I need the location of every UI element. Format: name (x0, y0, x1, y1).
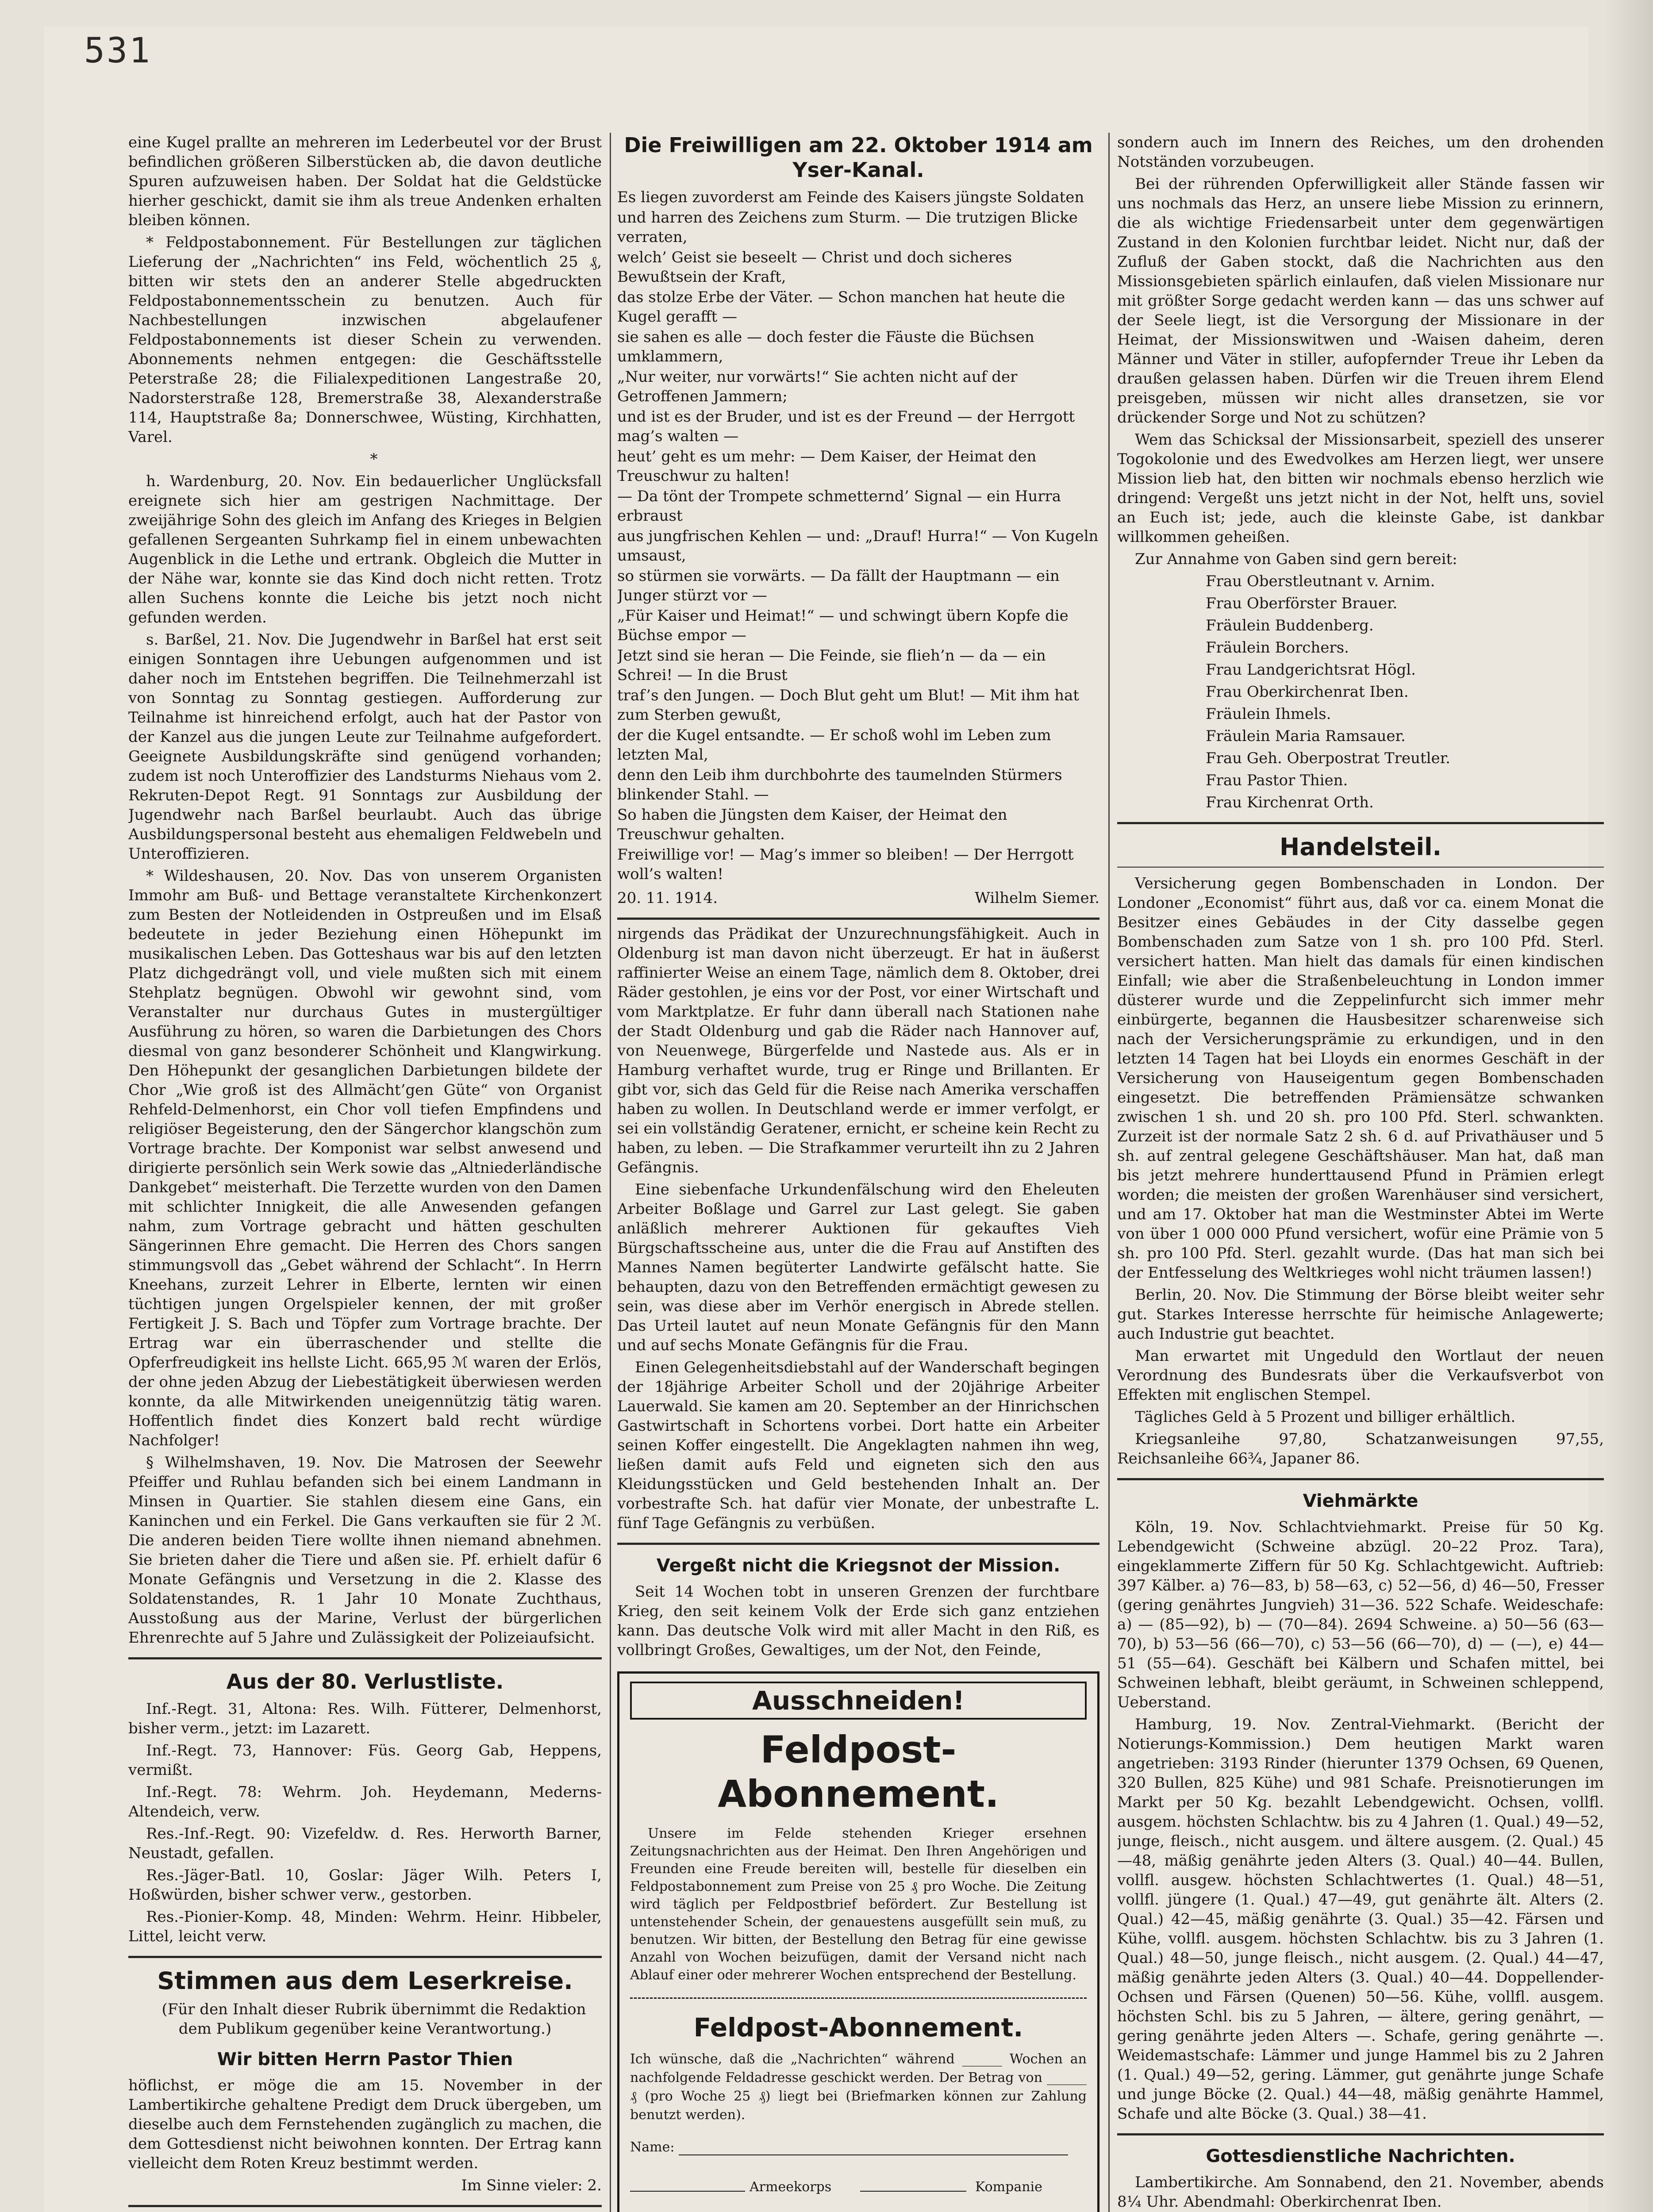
poem-line: aus jungfrischen Kehlen — und: „Drauf! Hurra!“ — Von Kugeln umsaust, (617, 527, 1099, 565)
article-court-3: Eine siebenfache Urkundenfälschung wird den Eheleuten Arbeiter Boßlage und Garrel zur Last gelegt. Sie gaben anläßlich mehrerer Auktionen für gekauftes Vieh Bürgschaftsscheine aus, unter die die Frau auf Anstiften des Mannes Namen begüterter Landwirte gefälscht hatte. Sie behaupten, dazu von den Betreffenden ermächtigt gewesen zu sein, was diese aber im Verhör energisch in Abrede stellen. Das Urteil lautet auf neun Monate Gefängnis für den Mann und auf sechs Monate Gefängnis für die Frau. (617, 1181, 1099, 1354)
article-feldpost: * Feldpostabonnement. Für Bestellungen zur täglichen Lieferung der „Nachrichten“ ins Feld, wöchentlich 25 ₰, bitten wir stets den an anderer Stelle abgedruckten Feldpostabonnementsschein zu benutzen. Auch für Nachbestellungen inzwischen abgelaufener Feldpostabonnements ist dieser Schein zu verwenden. Abonnements nehmen entgegen: die Geschäftsstelle Peterstraße 28; die Filialexpeditionen Langestraße 20, Nadorsterstraße 128, Bremerstraße 38, Alexanderstraße 114, Hauptstraße 8a; Donnerschwee, Wüsting, Kirchhatten, Varel. (128, 234, 602, 446)
donor-intro: Zur Annahme von Gaben sind gern bereit: (1135, 550, 1457, 568)
section-rule (1117, 822, 1604, 824)
heading-leserkreise: Stimmen aus dem Leserkreise. (157, 1967, 573, 1995)
article-wilhelmshaven: § Wilhelmshaven, 19. Nov. Die Matrosen der Seewehr Pfeiffer und Ruhlau befanden sich bei einem Landmann in Minsen in Quartier. Sie stahlen diesem eine Gans, ein Kaninchen und ein Ferkel. Die Gans verkauften sie für 2 ℳ. Die anderen beiden Tiere wollte ihnen niemand abnehmen. Sie brieten daher die Tiere und aßen sie. Pf. erhielt dafür 6 Monate Gefängnis und Versetzung in die 2. Klasse des Soldatenstandes, R. 1 Jahr 10 Monate Zuchthaus, Ausstoßung aus der Marine, Verlust der bürgerlichen Ehrenrechte auf 5 Jahre und Zulässigkeit der Polizeiaufsicht. (128, 1454, 602, 1647)
article-geld: Tägliches Geld à 5 Prozent und billiger erhältlich. (1135, 1408, 1516, 1426)
poem-signature (617, 888, 1099, 908)
column-1 (128, 133, 602, 2212)
column-rule-1 (610, 133, 611, 2212)
kompanie-field[interactable] (860, 2191, 966, 2192)
column-2 (617, 133, 1099, 2212)
loss-entry: Res.-Pionier-Komp. 48, Minden: Wehrm. Heinr. Hibbeler, Littel, leicht verw. (128, 1908, 602, 1945)
poem-line: „Für Kaiser und Heimat!“ — und schwingt übern Kopfe die Büchse empor — (617, 607, 1069, 644)
donor-item: Frau Pastor Thien. (1206, 772, 1348, 789)
article-barssel: s. Barßel, 21. Nov. Die Jugendwehr in Barßel hat erst seit einigen Sonntagen ihre Uebungen aufgenommen und ist daher noch im Entstehen begriffen. Die Teilnehmerzahl ist von Sonntag zu Sonntag gestiegen. Aufforderung zur Teilnahme ist hinreichend erfolgt, auch hat der Pastor von der Kanzel aus die jungen Leute zur Teilnahme aufgefordert. Geeignete Ausbildungskräfte sind genügend vorhanden; zudem ist noch Unteroffizier des Landsturms Niehaus vom 2. Rekruten-Depot Regt. 91 Sonntags zur Ausbildung der Jugendwehr nach Barßel beurlaubt. Auch das übrige Ausbildungspersonal besteht aus ehemaligen Feldwebeln und Unteroffizieren. (128, 631, 602, 863)
poem-line: sie sahen es alle — doch fester die Fäuste die Büchsen umklammern, (617, 328, 1034, 365)
donor-list (1117, 572, 1604, 812)
loss-entry: Res.-Jäger-Batl. 10, Goslar: Jäger Wilh. Peters I, Hoßwürden, bisher schwer verw., gestorben. (128, 1866, 602, 1904)
poem (617, 188, 1099, 884)
church-notice: Lambertikirche. Am Sonnabend, den 21. November, abends 8¼ Uhr. Abendmahl: Oberkirchenrat Iben. (1117, 2174, 1604, 2211)
poem-date: 20. 11. 1914. (617, 889, 718, 907)
loss-entry: Inf.-Regt. 73, Hannover: Füs. Georg Gab, Heppens, vermißt. (128, 1742, 602, 1779)
signature: Im Sinne vieler: 2. (461, 2177, 602, 2194)
poem-line: welch’ Geist sie beseelt — Christ und doch sicheres Bewußtsein der Kraft, (617, 249, 1012, 286)
poem-line: So haben die Jüngsten dem Kaiser, der Heimat den Treuschwur gehalten. (617, 806, 1007, 843)
section-rule (128, 1657, 602, 1659)
market-koeln: Köln, 19. Nov. Schlachtviehmarkt. Preise für 50 Kg. Lebendgewicht (Schweine abzügl. 20–22 Proz. Tara), eingeklammerte Ziffern für 50 Kg. Schlachtgewicht. Auftrieb: 397 Kälber. a) 76—83, b) 58—63, c) 52—56, d) 46—50, Fresser (gering genährtes Jungvieh) 31—36. 522 Schafe. Weideschafe: a) — (85—92), b) — (70—84). 2694 Schweine. a) 50—56 (63—70), b) 53—56 (66—70), c) 53—56 (66—70), d) — (—), e) 44—51 (55—64). Geschäft bei Kälbern und Schafen mittel, bei Schweinen lebhaft, bleibt geräumt, in Schweinen schleppend, Ueberstand. (1117, 1518, 1604, 1711)
section-rule (617, 918, 1099, 920)
section-rule (617, 1543, 1099, 1545)
poem-title: Die Freiwilligen am 22. Oktober 1914 am Yser-Kanal. (624, 133, 1093, 182)
form-title: Feldpost-Abonnement. (693, 2012, 1023, 2043)
page-number: 531 (84, 31, 152, 71)
article-insurance: Versicherung gegen Bombenschaden in London. Der Londoner „Economist“ führt aus, daß vor ca. einem Monat die Besitzer eines Gebäudes in der City dasselbe gegen Bombenschaden zum Satze von 1 sh. pro 100 Pfd. Sterl. versichert hatten. Man hielt das damals für einen kindischen Einfall; wie aber die Straßenbeleuchtung in London immer düsterer wurde und die Zeppelinfurcht sich immer mehr einbürgerte, begannen die Hausbesitzer scharenweise sich nach der Versicherungsprämie zu erkundigen, und in den letzten 14 Tagen hat bei Lloyds ein enormes Geschäft in der Versicherung von Hauseigentum gegen Bombenschaden eingesetzt. Die betreffenden Prämiensätze schwanken zwischen 1 sh. und 20 sh. pro 100 Pfd. Sterl. schwankten. Zurzeit ist der normale Satz 2 sh. 6 d. auf Privathäuser und 5 sh. auf zentral gelegene Geschäftshäuser. Man hat, daß man bis jetzt mehrere hunderttausend Pfund in Prämien erlegt worden; die meisten der großen Warenhäuser sind versichert, und am 17. Oktober hat man die Westminster Abtei im Werte von über 1 000 000 Pfund versichert, wofür eine Prämie von 5 sh. pro 100 Pfd. Sterl. gezahlt wurde. (Das hat man sich bei der Entfesselung des Weltkrieges wohl nicht träumen lassen!) (1117, 875, 1604, 1282)
label-kompanie: Kompanie (975, 2179, 1042, 2195)
editorial-note: (Für den Inhalt dieser Rubrik übernimmt die Redaktion dem Publikum gegenüber keine Verantwortung.) (161, 2001, 586, 2038)
order-form (630, 2129, 1087, 2212)
page-edge-shadow (1604, 0, 1653, 2212)
cut-line (630, 1997, 1087, 1999)
article-thien: höflichst, er möge die am 15. November in der Lambertikirche gehaltene Predigt dem Druck übergeben, um dieselbe auch dem Fernstehenden zugänglich zu machen, die dem Gottesdienst nicht beiwohnen konnten. Der Ertrag kann vielleicht dem Roten Kreuz bestimmt werden. (128, 2077, 602, 2172)
poem-line: „Nur weiter, nur vorwärts!“ Sie achten nicht auf der Getroffenen Jammern; (617, 368, 1018, 405)
poem-line: so stürmen sie vorwärts. — Da fällt der Hauptmann — ein Junger stürzt vor — (617, 567, 1060, 604)
label-armeekorps: Armeekorps (750, 2179, 832, 2195)
loss-entry: Inf.-Regt. 78: Wehrm. Joh. Heydemann, Mederns-Altendeich, verw. (128, 1783, 602, 1820)
separator-star: * (370, 450, 378, 468)
donor-item: Frau Oberstleutnant v. Arnim. (1206, 572, 1435, 590)
poem-line: traf’s den Jungen. — Doch Blut geht um Blut! — Mit ihm hat zum Sterben gewußt, (617, 687, 1079, 724)
heading-gottesdienst: Gottesdienstliche Nachrichten. (1206, 2146, 1515, 2166)
article-wildeshausen: * Wildeshausen, 20. Nov. Das von unserem Organisten Immohr am Buß- und Bettage veranstaltete Kirchenkonzert zum Besten der Notleidenden in Ostpreußen und im Elsaß bedeutete in jeder Beziehung einen Höhepunkt im musikalischen Leben. Das Gotteshaus war bis auf den letzten Platz dichgedrängt voll, und viele mußten sich mit einem Stehplatz begnügen. Obwohl wir gewohnt sind, vom Veranstalter nur durchaus Gutes in mustergültiger Ausführung zu hören, so waren die Darbietungen des Chors diesmal von ganz besonderer Schönheit und Klangwirkung. Den Höhepunkt der gesanglichen Darbietungen bildete der Chor „Wie groß ist des Allmächt’gen Güte“ von Organist Rehfeld-Delmenhorst, ein Chor voll tiefen Empfindens und religiöser Begeisterung, den der Sängerchor klangschön zum Vortrage brachte. Der Komponist war selbst anwesend und dirigierte persönlich sein Werk sowie das „Altniederländische Dankgebet“ meisterhaft. Die Terzette wurden von den Damen mit schlichter Innigkeit, die alle Anwesenden gefangen nahm, zum Vortrage gebracht und hätten geschulten Sängerinnen Ehre gemacht. Die Herren des Chors sangen stimmungsvoll das „Gebet während der Schlacht“. In Herrn Kneehans, zurzeit Lehrer in Elberte, lernten wir einen tüchtigen jungen Orgelspieler kennen, der mit großer Fertigkeit J. S. Bach und Töpfer zum Vortrage brachte. Der Ertrag war ein überraschender und stellte die Opferfreudigkeit ins hellste Licht. 665,95 ℳ waren der Erlös, der ohne jeden Abzug der Liebestätigkeit überwiesen werden konnte, da alle Mitwirkenden uneigennützig tätig waren. Hoffentlich findet dies Konzert bald recht würdige Nachfolger! (128, 867, 602, 1449)
article-mission-2: sondern auch im Innern des Reiches, um den drohenden Notständen vorzubeugen. (1117, 134, 1604, 171)
market-hamburg: Hamburg, 19. Nov. Zentral-Viehmarkt. (Bericht der Notierungs-Kommission.) Dem heutigen Markt waren angetrieben: 3193 Rinder (hierunter 1379 Ochsen, 69 Quenen, 320 Bullen, 825 Kühe) und 981 Schafe. Preisnotierungen im Markt per 50 Kg. bezahlt Lebendgewicht. Ochsen, vollfl. ausgem. höchsten Schlachtw. bis zu 4 Jahren (1. Qual.) 49—52, junge, fleisch., nicht ausgem. und ältere ausgem. (2. Qual.) 45—48, mäßig genährte jeden Alters (3. Qual.) 40—44. Bullen, vollfl. ausgew. höchsten Schlachtwertes (1. Qual.) 48—51, vollfl. jüngere (1. Qual.) 47—49, gut genährte ält. Alters (2. Qual.) 42—45, mäßig genährte (3. Qual.) 35—42. Färsen und Kühe, vollfl. ausgem. höchsten Schlachtw. bis zu 3 Jahren (1. Qual.) 48—50, junge fleisch., nicht ausgem. (2. Qual.) 44—47, mäßig genährte jeden Alters (3. Qual.) 40—44. Doppellender-Ochsen und Färsen (Quenen) 50—56. Kühe, vollfl. ausgem. höchsten Schl. bis zu 5 Jahren, — ältere, gering genährt, — gering genährte jeden Alters —. Schafe, gering genährte —. Weidemastschafe: Lämmer und junge Hammel bis zu 2 Jahren (1. Qual.) 49—52, gering. Lämmer, gut genährte junge Schafe und junge Böcke (2. Qual.) 44—48, mäßig genährte Hammel, Schafe und alte Böcke (3. Qual.) 38—41. (1117, 1716, 1604, 2123)
article-court-2: nirgends das Prädikat der Unzurechnungsfähigkeit. Auch in Oldenburg ist man davon nicht überzeugt. Er hat in äußerst raffinierter Weise an einem Tage, nämlich dem 8. Oktober, drei Räder gestohlen, je eins vor der Post, vor einer Wirtschaft und vom Marktplatze. Er fuhr dann überall nach Stationen nahe der Stadt Oldenburg und gab die Räder nach Hannover auf, von Neuenwege, Bürgerfelde und Nastede aus. Als er in Hamburg verhaftet wurde, trug er Ringe und Brillanten. Er gibt vor, sich das Geld für die Reise nach Amerika verschaffen haben zu wollen. In Deutschland werde er immer verfolgt, er sei ein vollständig Geratener, ernicht, er scheine kein Recht zu haben, zu leben. — Die Strafkammer verurteilt ihn zu 2 Jahren Gefängnis. (617, 925, 1099, 1176)
donor-item: Frau Kirchenrat Orth. (1206, 794, 1374, 811)
article-mission-4: Wem das Schicksal der Missionsarbeit, speziell des unserer Togokolonie und des Ewedvolkes am Herzen liegt, wer unsere Mission lieb hat, den bitten wir nochmals ebenso herzlich wie dringend: Vergeßt uns jetzt nicht in der Not, helft uns, soviel an Euch ist; jede, auch die kleinste Gabe, ist dankbar willkommen geheißen. (1117, 431, 1604, 546)
poem-line: Es liegen zuvorderst am Feinde des Kaisers jüngste Soldaten (617, 188, 1084, 206)
section-rule (128, 2205, 602, 2207)
poem-line: — Da tönt der Trompete schmetternd’ Signal — ein Hurra erbraust (617, 488, 1061, 525)
column-3 (1117, 133, 1604, 2212)
loss-entry: Res.-Inf.-Regt. 90: Vizefeldw. d. Res. Herworth Barner, Neustadt, gefallen. (128, 1825, 602, 1862)
poem-line: und ist es der Bruder, und ist es der Freund — der Herrgott mag’s walten — (617, 408, 1075, 445)
section-rule (1117, 2133, 1604, 2135)
poem-line: und harren des Zeichens zum Sturm. — Die trutzigen Blicke verraten, (617, 209, 1078, 246)
poem-line: denn den Leib ihm durchbohrte des taumelnden Stürmers blinkender Stahl. — (617, 766, 1062, 803)
poem-line: der die Kugel entsandte. — Er schoß wohl im Leben zum letzten Mal, (617, 726, 1051, 764)
section-rule (128, 1956, 602, 1958)
donor-item: Fräulein Ihmels. (1206, 705, 1331, 723)
heading-viehmaerkte: Viehmärkte (1303, 1491, 1419, 1511)
donor-item: Frau Landgerichtsrat Högl. (1206, 661, 1416, 679)
column-rule-2 (1108, 133, 1110, 2212)
armeekorps-field[interactable] (630, 2191, 745, 2192)
donor-item: Fräulein Maria Ramsauer. (1206, 727, 1406, 745)
heading-pastor-thien: Wir bitten Herrn Pastor Thien (217, 2049, 513, 2070)
poem-line: heut’ geht es um mehr: — Dem Kaiser, der Heimat den Treuschwur zu halten! (617, 448, 1037, 485)
heading-handelsteil: Handelsteil. (1280, 833, 1442, 861)
poem-line: Jetzt sind sie heran — Die Feinde, sie flieh’n — da — ein Schrei! — In die Brust (617, 647, 1046, 684)
article-mission-3: Bei der rührenden Opferwilligkeit aller Stände fassen wir uns nochmals das Herz, an unsere liebe Mission zu erinnern, die als wichtige Friedensarbeit unter dem gegenwärtigen Zustand in den Kolonien furchtbar leidet. Nicht nur, daß der Zufluß der Gaben stockt, daß die Nachrichten aus den Missionsgebieten spärlich einlaufen, daß vielen Missionare nur mit größter Sorge gedacht werden kann — das uns schwer auf der Seele liegt, ist die Versorgung der Missionare in der Heimat, der Missionswitwen und -Waisen daheim, deren Männer und Väter in stiller, aufopfernder Treue ihr Leben da draußen gelassen haben. Dürfen wir die Treuen ihrem Elend preisgeben, müssen wir nicht alles dransetzen, sie vor drückender Sorge und Not zu schützen? (1117, 175, 1604, 426)
label-name: Name: (630, 2139, 675, 2155)
article-court-4: Einen Gelegenheitsdiebstahl auf der Wanderschaft begingen der 18jährige Arbeiter Scholl und der 20jährige Arbeiter Lauerwald. Sie kamen am 20. September an der Hinrichschen Gastwirtschaft in Schortens vorbei. Dort hatte ein Arbeiter seinen Koffer eingestellt. Die Angeklagten nahmen ihn weg, ließen damit aufs Feld und eigneten sich den aus Kleidungsstücken und Geld bestehenden Inhalt an. Der vorbestrafte Sch. hat dafür vier Monate, der unbestrafte L. fünf Tage Gefängnis zu verbüßen. (617, 1359, 1099, 1532)
heading-verlustliste: Aus der 80. Verlustliste. (226, 1670, 504, 1694)
heading-mission: Vergeßt nicht die Kriegsnot der Mission. (656, 1555, 1061, 1576)
cut-out-banner: Ausschneiden! (630, 1682, 1087, 1720)
donor-item: Fräulein Borchers. (1206, 639, 1349, 657)
article-verordnung: Man erwartet mit Ungeduld den Wortlaut der neuen Verordnung des Bundesrats über die Verkaufsverbot von Effekten mit englischen Stempel. (1117, 1347, 1604, 1404)
article-continued: eine Kugel prallte an mehreren im Lederbeutel vor der Brust befindlichen größeren Silberstücken ab, die davon deutliche Spuren aufzuweisen haben. Der Soldat hat die Geldstücke hierher geschickt, damit sie ihm als treue Andenken erhalten bleiben können. (128, 134, 602, 229)
article-anleihe: Kriegsanleihe 97,80, Schatzanweisungen 97,55, Reichsanleihe 66¾, Japaner 86. (1117, 1430, 1604, 1467)
donor-item: Fräulein Buddenberg. (1206, 617, 1374, 634)
feldpost-text: Unsere im Felde stehenden Krieger ersehnen Zeitungsnachrichten aus der Heimat. Den Ihren Angehörigen und Freunden eine Freude bereiten will, bestelle für dieselben ein Feldpostabonnement zum Preise von 25 ₰ pro Woche. Die Zeitung wird täglich per Feldpostbrief befördert. Zur Bestellung ist untenstehender Schein, der genauestens ausgefüllt sein muß, zu benutzen. Wir bitten, der Bestellung den Betrag für eine gewisse Anzahl von Wochen beizufügen, damit der Versand nicht nach Ablauf einer oder mehrerer Wochen entsprechend der Bestellung. (630, 1826, 1087, 1983)
name-field[interactable] (679, 2154, 1068, 2155)
poem-line: Freiwillige vor! — Mag’s immer so bleiben! — Der Herrgott woll’s walten! (617, 846, 1074, 883)
loss-entry: Inf.-Regt. 31, Altona: Res. Wilh. Fütterer, Delmenhorst, bisher verm., jetzt: im Lazarett. (128, 1700, 602, 1737)
form-text: Ich wünsche, daß die „Nachrichten“ während ______ Wochen an nachfolgende Feldadresse geschickt werden. Der Betrag von ______ ₰ (pro Woche 25 ₰) liegt bei (Briefmarken können zur Zahlung benutzt werden). (630, 2051, 1087, 2123)
donor-item: Frau Oberförster Brauer. (1206, 595, 1398, 612)
poem-line: das stolze Erbe der Väter. — Schon manchen hat heute die Kugel gerafft — (617, 288, 1065, 326)
donor-item: Frau Geh. Oberpostrat Treutler. (1206, 749, 1450, 767)
article-mission-1: Seit 14 Wochen tobt in unseren Grenzen der furchtbare Krieg, den seit keinem Volk der Erde sich ganz entziehen kann. Das deutsche Volk wird mit aller Macht in den Riß, es vollbringt Großes, Gewaltiges, um der Not, den Feinde, (617, 1583, 1099, 1659)
section-rule (1117, 867, 1604, 868)
section-rule (1117, 1478, 1604, 1480)
poem-author: Wilhelm Siemer. (974, 889, 1099, 907)
feldpost-box (617, 1671, 1099, 2212)
donor-item: Frau Oberkirchenrat Iben. (1206, 683, 1409, 701)
feldpost-headline: Feldpost-Abonnement. (718, 1728, 999, 1816)
article-berlin-boerse: Berlin, 20. Nov. Die Stimmung der Börse bleibt weiter sehr gut. Starkes Interesse herrschte für heimische Anlagewerte; auch Industrie gut beachtet. (1117, 1286, 1604, 1343)
article-wardenburg: h. Wardenburg, 20. Nov. Ein bedauerlicher Unglücksfall ereignete sich hier am gestrigen Nachmittage. Der zweijährige Sohn des gleich im Anfang des Krieges in Belgien gefallenen Sergeanten Suhrkamp fiel in einem unbewachten Augenblick in die Lethe und ertrank. Obgleich die Mutter in der Nähe war, konnte sie das Kind doch nicht retten. Trotz allen Suchens konnte die Leiche bis jetzt noch nicht gefunden werden. (128, 472, 602, 626)
